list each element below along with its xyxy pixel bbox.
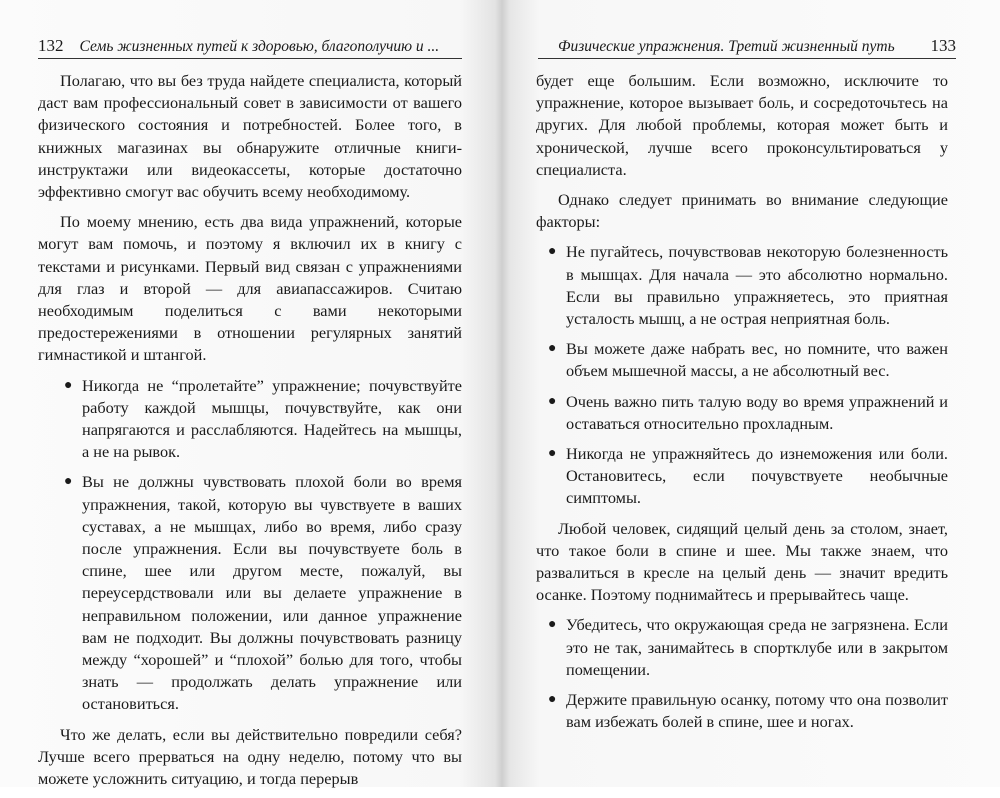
list-item-text: Не пугайтесь, почувствовав некоторую болезненность в мышцах. Для начала — это абсолютно нормально. Если вы правильно упражняетесь, это приятная усталость мышц, а не острая неприятная боль. — [566, 242, 948, 329]
list-item — [546, 689, 948, 733]
bullet-list — [546, 614, 948, 733]
paragraph: Что же делать, если вы действительно повредили себя? Лучше всего прерваться на одну неделю, потому что вы можете усложнить ситуацию, и тогда перерыв — [38, 724, 462, 789]
right-page-body — [536, 70, 948, 741]
list-item-text: Очень важно пить талую воду во время упражнений и оставаться относительно прохладным. — [566, 391, 948, 433]
list-item-text: Вы не должны чувствовать плохой боли во время упражнения, такой, которую вы чувствуете в ваших суставах, а не мышцах, либо во время, либо сразу после упражнения. Если вы почувствуете боль в спине, шее или другом месте, пожалуй, вы переусердствовали или вы делаете упражнение в неправильном положении, или данное упражнение вам не подходит. Вы должны почувствовать разницу между “хорошей” и “плохой” болью для того, чтобы знать — продолжать делать упражнение или остановиться. — [82, 472, 462, 714]
list-item — [546, 443, 948, 510]
left-page-body — [38, 70, 462, 798]
bullet-icon: ● — [548, 617, 557, 633]
running-head-left — [38, 36, 462, 59]
bullet-icon: ● — [548, 692, 557, 708]
bullet-icon: ● — [548, 341, 557, 357]
list-item — [62, 375, 462, 464]
list-item-text: Вы можете даже набрать вес, но помните, что важен объем мышечной массы, а не абсолютный вес. — [566, 339, 948, 381]
running-head-title: Семь жизненных путей к здоровью, благополучию и ... — [79, 38, 440, 55]
bullet-icon: ● — [548, 446, 557, 462]
right-page — [500, 0, 1000, 787]
list-item — [546, 338, 948, 382]
paragraph: Полагаю, что вы без труда найдете специалиста, который даст вам профессиональный совет в зависимости от вашего физического состояния и потребностей. Более того, в книжных магазинах вы обнаружите отличные книги-инструктажи или видеокассеты, которые достаточно эффективно смогут вас обучить всему необходимому. — [38, 71, 462, 202]
list-item — [546, 391, 948, 435]
paragraph: По моему мнению, есть два вида упражнений, которые могут вам помочь, и поэтому я включил их в книгу с текстами и рисунками. Первый вид связан с упражнениями для глаз и второй — для авиапассажиров. Считаю необходимым поделиться с вами некоторыми предостережениями в отношении регулярных занятий гимнастикой и штангой. — [38, 212, 462, 365]
paragraph: Любой человек, сидящий целый день за столом, знает, что такое боли в спине и шее. Мы также знаем, что развалиться в кресле на целый день — значит вредить осанке. Поэтому поднимайтесь и прерывайтесь чаще. — [536, 518, 948, 605]
list-item-text: Держите правильную осанку, потому что она позволит вам избежать болей в спине, шее и ногах. — [566, 690, 948, 732]
page-number: 132 — [38, 36, 64, 55]
bullet-icon: ● — [64, 377, 73, 393]
list-item — [546, 241, 948, 330]
paragraph: Однако следует принимать во внимание следующие факторы: — [536, 190, 948, 232]
list-item-text: Никогда не “пролетайте” упражнение; почувствуйте работу каждой мышцы, почувствуйте, как они напрягаются и расслабляются. Надейтесь на мышцы, а не на рывок. — [82, 375, 462, 462]
paragraph-continuation: будет еще большим. Если возможно, исключите то упражнение, которое вызывает боль, и сосредоточьтесь на других. Для любой проблемы, которая может быть и хронической, лучше всего проконсультироваться у специалиста. — [536, 71, 948, 179]
list-item-text: Никогда не упражняйтесь до изнеможения или боли. Остановитесь, если почувствуете необычные симптомы. — [566, 444, 948, 508]
list-item — [62, 471, 462, 715]
list-item — [546, 614, 948, 681]
list-item-text: Убедитесь, что окружающая среда не загрязнена. Если это не так, занимайтесь в спортклубе или в закрытом помещении. — [566, 615, 948, 679]
bullet-icon: ● — [548, 244, 557, 260]
left-page — [0, 0, 500, 787]
running-head-right — [538, 36, 956, 59]
bullet-list — [546, 241, 948, 509]
running-head-title: Физические упражнения. Третий жизненный путь — [558, 38, 895, 55]
page-number: 133 — [930, 36, 956, 55]
bullet-list — [62, 375, 462, 716]
bullet-icon: ● — [64, 474, 73, 490]
bullet-icon: ● — [548, 393, 557, 409]
